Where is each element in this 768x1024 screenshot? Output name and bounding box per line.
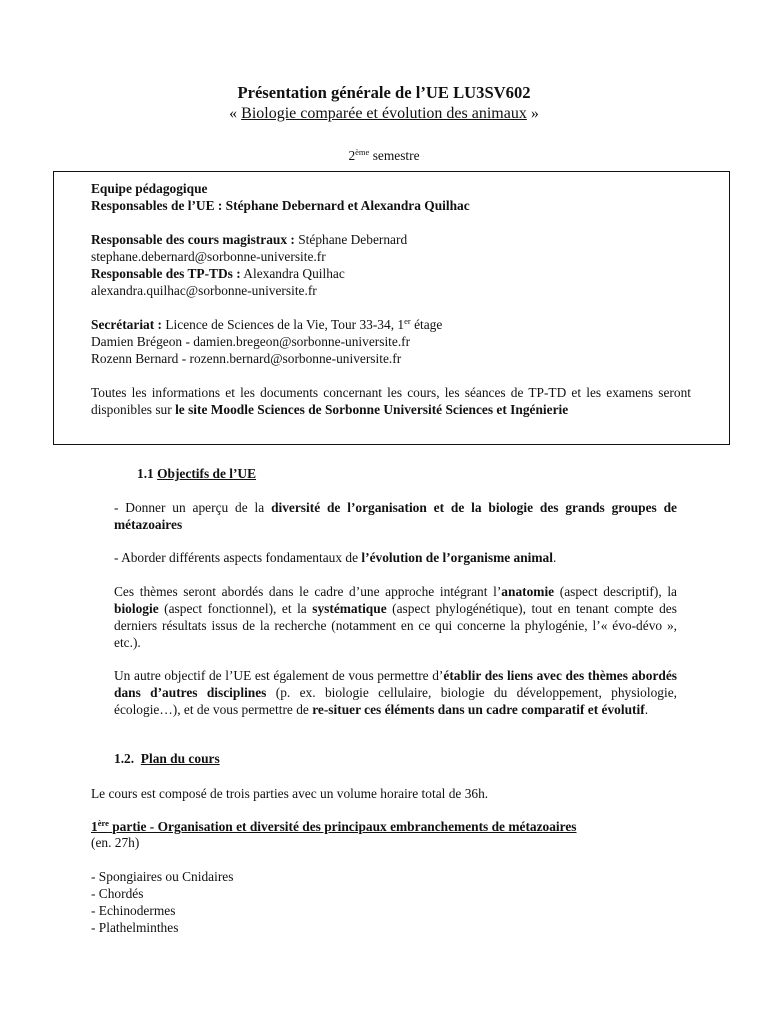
secretariat-contact-2: Rozenn Bernard - rozenn.bernard@sorbonne-universite.fr bbox=[91, 351, 402, 366]
part-title: partie - Organisation et diversité des principaux embranchements de métazoaires bbox=[112, 819, 577, 834]
info-text: Toutes les informations et les documents concernant les cours, les séances de TP-TD et les examens seront disponibles sur bbox=[91, 385, 691, 417]
p4-a: Un autre objectif de l’UE est également de vous permettre d’ bbox=[114, 668, 444, 683]
p3-anatomie: anatomie bbox=[501, 584, 555, 599]
secretariat-label: Secrétariat : bbox=[91, 317, 163, 332]
cm-email[interactable]: stephane.debernard@sorbonne-universite.fr bbox=[91, 249, 326, 264]
p4-bold-2: re-situer ces éléments dans un cadre comparatif et évolutif bbox=[312, 702, 645, 717]
responsables-line: Responsables de l’UE : Stéphane Debernard et Alexandra Quilhac bbox=[91, 198, 470, 213]
semester-text: semestre bbox=[372, 148, 420, 163]
semester-label bbox=[0, 147, 768, 164]
p2-end: . bbox=[552, 550, 557, 565]
tp-label: Responsable des TP-TDs : bbox=[91, 266, 241, 281]
quote-open: « bbox=[229, 105, 238, 122]
p3-biologie: biologie bbox=[114, 601, 159, 616]
secretariat-text: Licence de Sciences de la Vie, Tour 33-34, 1 bbox=[165, 317, 405, 332]
section-number: 1.2. bbox=[114, 751, 135, 766]
section-objectifs-heading bbox=[137, 465, 256, 482]
section-title: Plan du cours bbox=[140, 751, 220, 766]
list-item: - Spongiaires ou Cnidaires bbox=[91, 869, 234, 884]
phyla-list bbox=[91, 868, 233, 936]
team-heading: Equipe pédagogique bbox=[91, 181, 208, 196]
p4-c: (p. ex. biologie cellulaire, biologie du développement, physiologie, écologie…), et de vous permettre de bbox=[114, 685, 677, 717]
document-title: Présentation générale de l’UE LU3SV602 bbox=[237, 83, 531, 102]
objective-paragraph-1 bbox=[114, 499, 677, 533]
part-suffix: ère bbox=[97, 818, 109, 828]
floor-text: étage bbox=[414, 317, 443, 332]
cm-name: Stéphane Debernard bbox=[298, 232, 408, 247]
p1-bold: diversité de l’organisation et de la biologie des grands groupes de métazoaires bbox=[114, 500, 677, 532]
moodle-link-text: le site Moodle Sciences de Sorbonne Université Sciences et Ingénierie bbox=[175, 402, 569, 417]
section-number: 1.1 bbox=[137, 466, 154, 481]
objective-paragraph-2 bbox=[114, 549, 677, 566]
course-name: Biologie comparée et évolution des animaux bbox=[241, 105, 527, 122]
part-1-hours: (en. 27h) bbox=[91, 835, 140, 850]
tp-name: Alexandra Quilhac bbox=[243, 266, 345, 281]
p2-text: - Aborder différents aspects fondamentaux de bbox=[114, 550, 359, 565]
part-number: 1 bbox=[91, 819, 98, 834]
quote-close: » bbox=[530, 105, 539, 122]
p4-bold-1: établir des liens avec des thèmes abordés dans d’autres disciplines bbox=[114, 668, 677, 700]
p2-bold: l’évolution de l’organisme animal bbox=[361, 550, 553, 565]
p3-c: (aspect descriptif), la bbox=[559, 584, 677, 599]
section-plan-heading bbox=[114, 750, 220, 767]
floor-suffix: er bbox=[404, 316, 411, 326]
p4-end: . bbox=[644, 702, 649, 717]
p3-a: Ces thèmes seront abordés dans le cadre d’une approche intégrant l’ bbox=[114, 584, 502, 599]
objective-paragraph-3 bbox=[114, 583, 677, 651]
p3-systematique: systématique bbox=[312, 601, 387, 616]
objective-paragraph-4 bbox=[114, 667, 677, 718]
p3-g: (aspect phylogénétique), tout en tenant compte des derniers résultats issus de la recherche (notamment en ce qui concerne la phylogénie, l’« évo-dévo », etc.). bbox=[114, 601, 677, 650]
list-item: - Echinodermes bbox=[91, 903, 176, 918]
p1-text: - Donner un aperçu de la bbox=[114, 500, 265, 515]
info-paragraph bbox=[91, 384, 691, 418]
tp-email[interactable]: alexandra.quilhac@sorbonne-universite.fr bbox=[91, 283, 317, 298]
p3-e: (aspect fonctionnel), et la bbox=[164, 601, 307, 616]
team-info-box bbox=[53, 171, 730, 445]
plan-intro: Le cours est composé de trois parties avec un volume horaire total de 36h. bbox=[91, 786, 489, 801]
semester-suffix: ème bbox=[355, 147, 370, 157]
secretariat-contact-1: Damien Brégeon - damien.bregeon@sorbonne-universite.fr bbox=[91, 334, 411, 349]
list-item: - Plathelminthes bbox=[91, 920, 179, 935]
cm-label: Responsable des cours magistraux : bbox=[91, 232, 295, 247]
section-title: Objectifs de l’UE bbox=[157, 466, 257, 481]
list-item: - Chordés bbox=[91, 886, 144, 901]
part-1-heading bbox=[91, 818, 656, 835]
secretariat-line bbox=[91, 316, 691, 333]
semester-number: 2 bbox=[348, 148, 356, 163]
tp-line bbox=[91, 265, 691, 282]
document-subtitle bbox=[0, 104, 768, 124]
cm-line bbox=[91, 231, 691, 248]
